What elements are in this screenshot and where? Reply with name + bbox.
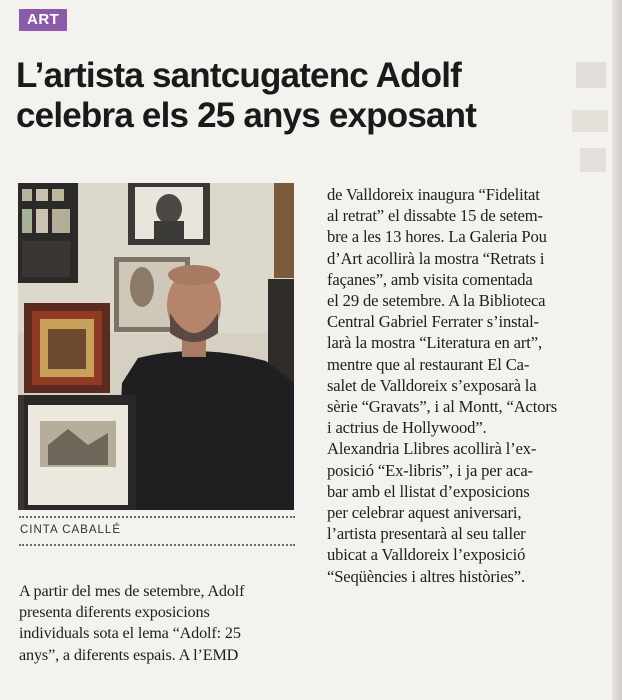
show-through-shape: [570, 52, 610, 182]
body-line: sèrie “Gravats”, i al Montt, “Actors: [327, 397, 558, 417]
section-tag: ART: [19, 9, 67, 31]
body-column-right: [327, 184, 617, 587]
person-body: [116, 351, 294, 510]
body-line: salet de Valldoreix s’exposarà la: [327, 375, 537, 395]
body-line: façanes”, amb visita comentada: [327, 269, 533, 289]
body-line: individuals sota el lema “Adolf: 25: [19, 624, 241, 643]
body-line: A partir del mes de setembre, Adolf: [19, 582, 245, 600]
body-line: i actrius de Hollywood”.: [327, 418, 487, 438]
headline-line-1: L’artista santcugatenc Adolf: [16, 56, 462, 95]
body-line: el 29 de setembre. A la Biblioteca: [327, 291, 546, 311]
body-line: al retrat” el dissabte 15 de setem-: [327, 206, 543, 226]
body-line: d’Art acollirà la mostra “Retrats i: [327, 248, 545, 268]
headline: [16, 56, 576, 136]
headline-line-2: celebra els 25 anys exposant: [16, 96, 477, 135]
body-line: anys”, a diferents espais. A l’EMD: [19, 645, 239, 664]
body-column-left: [19, 581, 309, 666]
body-line: Central Gabriel Ferrater s’instal-: [327, 312, 539, 332]
body-line: ubicat a Valldoreix l’exposició: [327, 545, 526, 565]
photo-illustration: [18, 183, 294, 510]
body-line: l’artista presentarà al seu taller: [327, 524, 526, 544]
body-line: mentre que al restaurant El Ca-: [327, 354, 530, 374]
body-line: “Seqüències i altres històries”.: [327, 566, 525, 586]
show-through-print: [570, 52, 610, 182]
body-line: posició “Ex-libris”, i ja per aca-: [327, 460, 533, 480]
article-photo: [18, 183, 294, 510]
body-line: bar amb el llistat d’exposicions: [327, 481, 530, 501]
body-line: Alexandria Llibres acollirà l’ex-: [327, 439, 537, 459]
body-line: de Valldoreix inaugura “Fidelitat: [327, 185, 540, 204]
body-line: presenta diferents exposicions: [19, 603, 210, 622]
body-line: bre a les 13 hores. La Galeria Pou: [327, 227, 547, 247]
photo-credit: CINTA CABALLÉ: [19, 516, 295, 546]
body-line: per celebrar aquest aniversari,: [327, 503, 522, 523]
body-line: larà la mostra “Literatura en art”,: [327, 333, 542, 353]
